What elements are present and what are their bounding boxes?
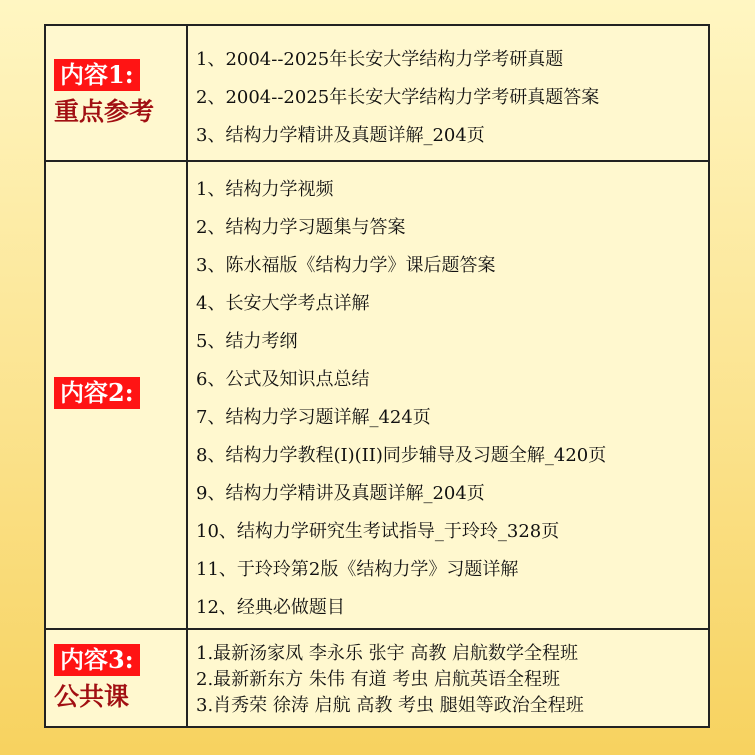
list-item: 2.最新新东方 朱伟 有道 考虫 启航英语全程班 bbox=[196, 669, 561, 690]
section-label-1: 内容1: bbox=[54, 59, 140, 91]
list-item: 11、于玲玲第2版《结构力学》习题详解 bbox=[196, 559, 519, 580]
list-item: 2、结构力学习题集与答案 bbox=[196, 217, 406, 238]
section-label-cell-3 bbox=[46, 630, 188, 726]
section-label-wrap-1 bbox=[54, 59, 154, 129]
section-label-cell-1 bbox=[46, 26, 188, 160]
list-item: 7、结构力学习题详解_424页 bbox=[196, 407, 431, 428]
list-item: 5、结力考纲 bbox=[196, 331, 298, 352]
section-content-cell-1 bbox=[188, 26, 708, 160]
list-item: 6、公式及知识点总结 bbox=[196, 369, 370, 390]
section-label-cell-2 bbox=[46, 162, 188, 628]
list-item: 1.最新汤家凤 李永乐 张宇 高教 启航数学全程班 bbox=[196, 643, 579, 664]
section-label-3: 内容3: bbox=[54, 644, 140, 676]
section-label-wrap-2 bbox=[54, 377, 140, 409]
section-row-3 bbox=[46, 630, 708, 726]
list-item: 1、结构力学视频 bbox=[196, 179, 334, 200]
section-row-1 bbox=[46, 26, 708, 162]
list-item: 3、结构力学精讲及真题详解_204页 bbox=[196, 125, 485, 146]
section-row-2 bbox=[46, 162, 708, 630]
section-sublabel-3: 公共课 bbox=[54, 682, 130, 711]
list-item: 2、2004--2025年长安大学结构力学考研真题答案 bbox=[196, 87, 600, 108]
list-item: 3.肖秀荣 徐涛 启航 高教 考虫 腿姐等政治全程班 bbox=[196, 695, 584, 716]
list-item: 8、结构力学教程(I)(II)同步辅导及习题全解_420页 bbox=[196, 445, 607, 466]
list-item: 10、结构力学研究生考试指导_于玲玲_328页 bbox=[196, 521, 560, 542]
section-label-wrap-3 bbox=[54, 644, 140, 714]
list-item: 9、结构力学精讲及真题详解_204页 bbox=[196, 483, 485, 504]
content-table bbox=[44, 24, 710, 728]
section-content-cell-2 bbox=[188, 162, 708, 628]
list-item: 3、陈水福版《结构力学》课后题答案 bbox=[196, 255, 496, 276]
list-item: 1、2004--2025年长安大学结构力学考研真题 bbox=[196, 49, 564, 70]
list-item: 12、经典必做题目 bbox=[196, 597, 345, 618]
section-sublabel-1: 重点参考 bbox=[54, 97, 155, 126]
section-label-2: 内容2: bbox=[54, 377, 140, 409]
list-item: 4、长安大学考点详解 bbox=[196, 293, 370, 314]
section-content-cell-3 bbox=[188, 630, 708, 726]
